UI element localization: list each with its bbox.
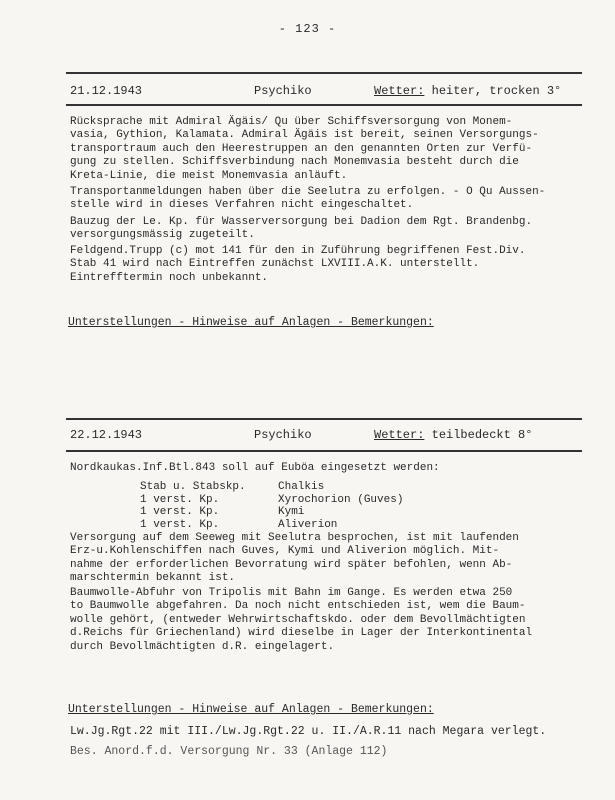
paragraph: Feldgend.Trupp (c) mot 141 für den in Zuführung begriffenen Fest.Div. Stab 41 wird nach Eintreffen zunächst LXVIII.A.K. unterstellt. Eintrefftermin noch unbekannt. — [70, 245, 526, 284]
weather-label: Wetter: — [374, 84, 425, 98]
entry-place: Psychiko — [254, 84, 312, 98]
remarks-label: Unterstellungen - Hinweise auf Anlagen - Bemerkungen: — [68, 703, 434, 716]
page-number: - 123 - — [278, 22, 337, 36]
top-rule-2 — [66, 418, 582, 420]
paragraph: Baumwolle-Abfuhr von Tripolis mit Bahn im Gange. Es werden etwa 250 to Baumwolle abgefahren. Da noch nicht entschieden ist, wem die Baum- wolle gehört, (entweder Wehrwirtschaftskdo. oder dem Bevollmächtigten d.Reichs für Griechenland) wird dieselbe in Lager der Interkontinental durch Bevollmächtigten d.R. eingelagert. — [70, 587, 533, 653]
unit-location: Aliverion — [278, 518, 338, 531]
remark-line: Lw.Jg.Rgt.22 mit III./Lw.Jg.Rgt.22 u. II./A.R.11 nach Megara verlegt. — [70, 725, 547, 738]
entry-weather — [374, 84, 561, 98]
paragraph: Transportanmeldungen haben über die Seelutra zu erfolgen. - O Qu Aussen- stelle wird in dieses Verfahren nicht eingeschaltet. — [70, 186, 546, 212]
weather-value: heiter, trocken 3° — [424, 84, 562, 98]
unit-name: 1 verst. Kp. — [140, 518, 220, 531]
paragraph: Bauzug der Le. Kp. für Wasserversorgung bei Dadion dem Rgt. Brandenbg. versorgungsmässig zugeteilt. — [70, 216, 533, 242]
paragraph: Rücksprache mit Admiral Ägäis/ Qu über Schiffsversorgung von Monem- vasia, Gythion, Kalamata. Admiral Ägäis ist bereit, seinen Versorgungs- transportraum auch den Heerestruppen an den genannten Orten zur Verfü- gung zu stellen. Schiffsverbindung nach Monemvasia besteht durch die Kreta-Linie, die meist Monemvasia anläuft. — [70, 116, 539, 182]
unit-location: Xyrochorion (Guves) — [278, 493, 404, 506]
entry-header-1 — [70, 84, 582, 100]
remarks-label: Unterstellungen - Hinweise auf Anlagen - Bemerkungen: — [68, 316, 434, 329]
paragraph: Versorgung auf dem Seeweg mit Seelutra besprochen, ist mit laufenden Erz-u.Kohlenschiffen nach Guves, Kymi und Aliverion möglich. Mit- nahme der erforderlichen Bevorratung wird später befohlen, wenn Ab- marschtermin bekannt ist. — [70, 532, 519, 585]
unit-name: 1 verst. Kp. — [140, 506, 220, 519]
weather-value: teilbedeckt 8° — [424, 428, 533, 442]
entry-date: 21.12.1943 — [70, 84, 143, 98]
entry-weather — [374, 428, 532, 442]
unit-name: 1 verst. Kp. — [140, 493, 220, 506]
header-rule-2 — [66, 450, 582, 452]
entry-place: Psychiko — [254, 428, 312, 442]
weather-label: Wetter: — [374, 428, 425, 442]
paragraph-intro: Nordkaukas.Inf.Btl.843 soll auf Euböa eingesetzt werden: — [70, 462, 440, 474]
entry-header-2 — [70, 428, 582, 444]
unit-location: Chalkis — [278, 481, 325, 493]
unit-name: Stab u. Stabskp. — [140, 481, 246, 493]
remark-line: Bes. Anord.f.d. Versorgung Nr. 33 (Anlage 112) — [70, 745, 388, 758]
header-rule-1 — [66, 104, 582, 106]
top-rule-1 — [66, 72, 582, 74]
entry-date: 22.12.1943 — [70, 428, 143, 442]
unit-location: Kymi — [278, 506, 305, 519]
